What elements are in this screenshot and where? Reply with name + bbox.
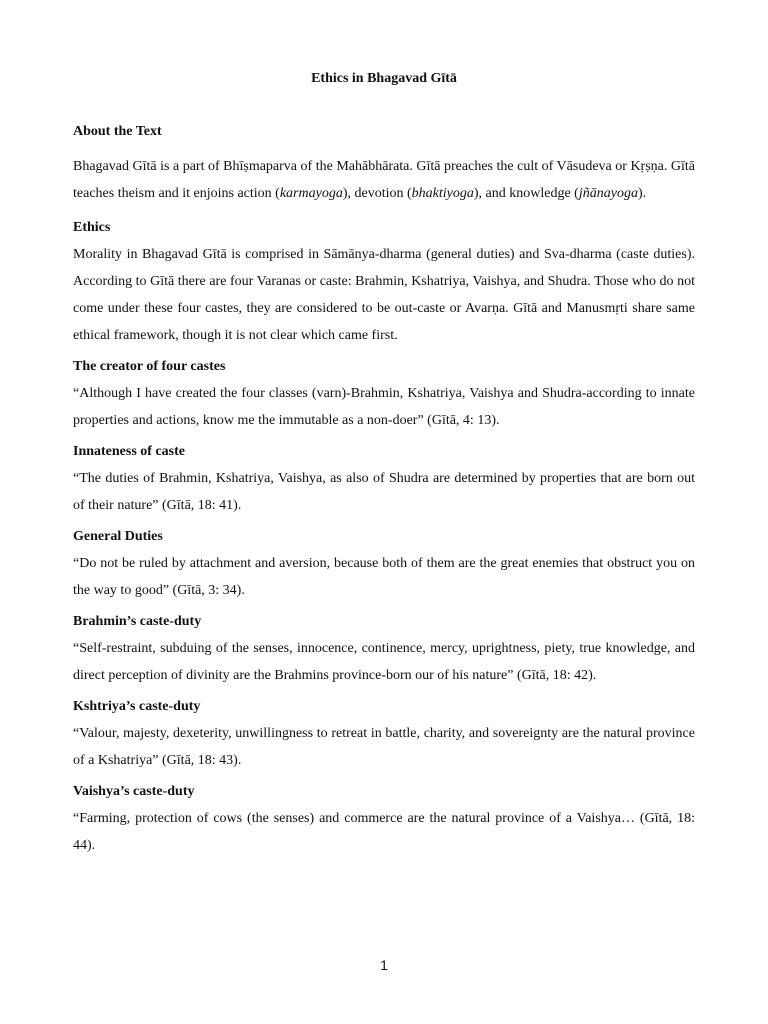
section-heading-about: About the Text [73,124,162,139]
section-heading-brahmin-duty: Brahmin’s caste-duty [73,614,202,629]
section-about [73,123,695,207]
section-heading-kshatriya-duty: Kshtriya’s caste-duty [73,699,201,714]
section-text-kshatriya-duty: “Valour, majesty, dexeterity, unwillingness to retreat in battle, charity, and sovereignty are the natural province of a Kshatriya” (Gītā, 18: 43). [73,726,695,768]
section-innateness-of-caste [73,443,695,519]
section-general-duties [73,528,695,604]
section-creator-of-castes [73,358,695,434]
section-heading-innateness-of-caste: Innateness of caste [73,444,185,459]
about-text-part-4: ). [637,186,647,201]
section-heading-ethics: Ethics [73,220,111,235]
section-text-ethics: Morality in Bhagavad Gītā is comprised in Sāmānya-dharma (general duties) and Sva-dharma (caste duties). According to Gītā there are four Varanas or caste: Brahmin, Kshatriya, Vaishya, and Shudra. Those who do not come under these four castes, they are considered to be out-caste or Avarṇa. Gītā and Manusmṛti share same ethical framework, though it is not clear which came first. [73,247,695,343]
section-text-brahmin-duty: “Self-restraint, subduing of the senses, innocence, continence, mercy, uprightness, piety, true knowledge, and direct perception of divinity are the Brahmins province-born our of his nature” (Gītā, 18: 42). [73,641,695,683]
section-vaishya-duty [73,783,695,859]
about-text-part-2: ), devotion ( [342,186,412,201]
section-heading-creator-of-castes: The creator of four castes [73,359,226,374]
section-text-innateness-of-caste: “The duties of Brahmin, Kshatriya, Vaishya, as also of Shudra are determined by properties that are born out of their nature” (Gītā, 18: 41). [73,471,695,513]
term-jnanayoga: jñānayoga [578,186,638,201]
section-text-vaishya-duty: “Farming, protection of cows (the senses) and commerce are the natural province of a Vaishya… (Gītā, 18: 44). [73,811,695,853]
term-karmayoga: karmayoga [279,186,343,201]
section-brahmin-duty [73,613,695,689]
document-body [73,123,695,859]
section-heading-vaishya-duty: Vaishya’s caste-duty [73,784,195,799]
section-kshatriya-duty [73,698,695,774]
term-bhaktiyoga: bhaktiyoga [411,186,474,201]
document-title: Ethics in Bhagavad Gītā [311,71,457,86]
section-text-creator-of-castes: “Although I have created the four classes (varn)-Brahmin, Kshatriya, Vaishya and Shudra-according to innate properties and actions, know me the immutable as a non-doer” (Gītā, 4: 13). [73,386,695,428]
section-text-general-duties: “Do not be ruled by attachment and aversion, because both of them are the great enemies that obstruct you on the way to good” (Gītā, 3: 34). [73,556,695,598]
section-heading-general-duties: General Duties [73,529,163,544]
about-text-part-3: ), and knowledge ( [473,186,579,201]
section-ethics [73,219,695,349]
about-text-part-1: Bhagavad Gītā is a part of Bhīṣmaparva of the Mahābhārata. Gītā preaches the cult of Vāsudeva or Kṛṣṇa. Gītā teaches theism and it enjoins action ( [73,159,695,201]
page-number: 1 [380,957,388,973]
section-text-about [73,153,695,207]
